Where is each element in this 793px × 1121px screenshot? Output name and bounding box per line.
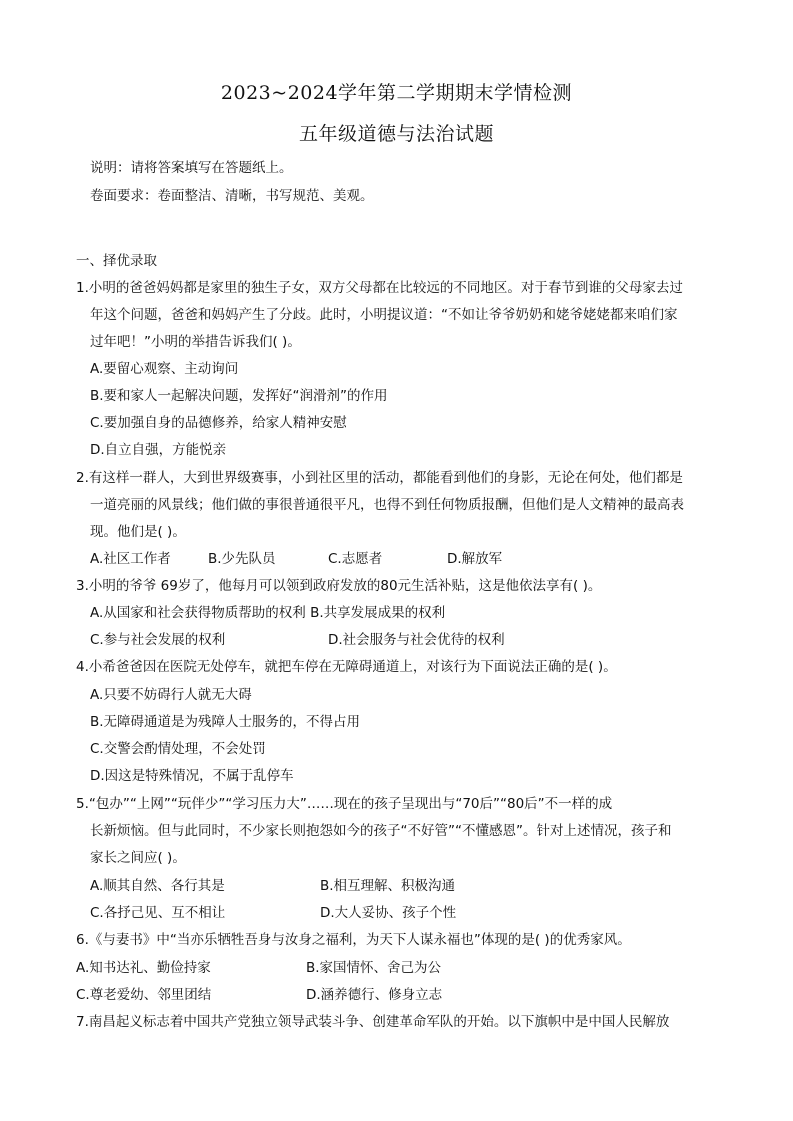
question-1-line-2: 年这个问题，爸爸和妈妈产生了分歧。此时，小明提议道：“不如让爷爷奶奶和姥爷姥姥都来咱们家 — [90, 307, 678, 323]
question-1-option-a: A.要留心观察、主动询问 — [90, 361, 239, 377]
neatness-requirement: 卷面要求：卷面整洁、清晰，书写规范、美观。 — [90, 188, 374, 204]
question-3-option-c: C.参与社会发展的权利 — [90, 632, 226, 648]
question-4-option-c: C.交警会酌情处理，不会处罚 — [90, 741, 266, 757]
question-7-line-1: 7.南昌起义标志着中国共产党独立领导武装斗争、创建革命军队的开始。以下旗帜中是中国人民解放 — [76, 1014, 670, 1030]
question-5-option-a: A.顺其自然、各行其是 — [90, 878, 225, 894]
question-3-option-d: D.社会服务与社会优待的权利 — [328, 632, 505, 648]
question-2-line-1: 2.有这样一群人，大到世界级赛事，小到社区里的活动，都能看到他们的身影，无论在何处，他们都是 — [76, 470, 683, 486]
question-1-line-1: 1.小明的爸爸妈妈都是家里的独生子女，双方父母都在比较远的不同地区。对于春节到谁的父母家去过 — [76, 280, 683, 296]
question-5-option-c: C.各抒己见、互不相让 — [90, 905, 226, 921]
question-4-option-b: B.无障碍通道是为残障人士服务的，不得占用 — [90, 714, 361, 730]
question-2-line-3: 现。他们是( )。 — [90, 524, 186, 540]
question-3-options-a-b: A.从国家和社会获得物质帮助的权利 B.共享发展成果的权利 — [90, 605, 446, 621]
question-5-option-b: B.相互理解、积极沟通 — [320, 878, 456, 894]
question-3-line-1: 3.小明的爷爷 69岁了，他每月可以领到政府发放的80元生活补贴，这是他依法享有( )。 — [76, 578, 602, 594]
question-4-option-a: A.只要不妨碍行人就无大碍 — [90, 687, 252, 703]
question-6-option-a: A.知书达礼、勤俭持家 — [76, 960, 211, 976]
question-4-option-d: D.因这是特殊情况，不属于乱停车 — [90, 768, 294, 784]
question-1-option-c: C.要加强自身的品德修养，给家人精神安慰 — [90, 415, 347, 431]
question-6-line-1: 6.《与妻书》中“当亦乐牺牲吾身与汝身之福利，为天下人谋永福也”体现的是( )的优秀家风。 — [76, 932, 631, 948]
question-2-line-2: 一道亮丽的风景线；他们做的事很普通很平凡，也得不到任何物质报酬，但他们是人文精神的最高表 — [90, 497, 684, 513]
section-title: 一、择优录取 — [76, 253, 157, 269]
question-6-option-d: D.涵养德行、修身立志 — [306, 987, 443, 1003]
question-5-option-d: D.大人妥协、孩子个性 — [320, 905, 457, 921]
question-6-option-c: C.尊老爱幼、邻里团结 — [76, 987, 212, 1003]
question-2-option-c: C.志愿者 — [328, 551, 383, 567]
question-1-line-3: 过年吧！”小明的举措告诉我们( )。 — [90, 334, 301, 350]
question-6-option-b: B.家国情怀、舍己为公 — [306, 960, 442, 976]
question-2-option-b: B.少先队员 — [208, 551, 276, 567]
question-4-line-1: 4.小希爸爸因在医院无处停车，就把车停在无障碍通道上，对该行为下面说法正确的是( )。 — [76, 659, 617, 675]
question-1-option-b: B.要和家人一起解决问题，发挥好“润滑剂”的作用 — [90, 388, 388, 404]
question-5-line-1: 5.“包办”“上网”“玩伴少”“学习压力大”……现在的孩子呈现出与“70后”“80后”不一样的成 — [76, 796, 613, 812]
instruction-note: 说明：请将答案填写在答题纸上。 — [90, 160, 293, 176]
question-5-line-3: 家长之间应( )。 — [90, 850, 186, 866]
exam-subtitle: 五年级道德与法治试题 — [298, 123, 494, 145]
question-2-option-a: A.社区工作者 — [90, 551, 171, 567]
exam-title: 2023~2024学年第二学期期末学情检测 — [220, 82, 573, 104]
question-5-line-2: 长新烦恼。但与此同时，不少家长则抱怨如今的孩子“不好管”“不懂感恩”。针对上述情况，孩子和 — [90, 823, 672, 839]
question-1-option-d: D.自立自强，方能悦亲 — [90, 442, 227, 458]
question-2-option-d: D.解放军 — [447, 551, 503, 567]
